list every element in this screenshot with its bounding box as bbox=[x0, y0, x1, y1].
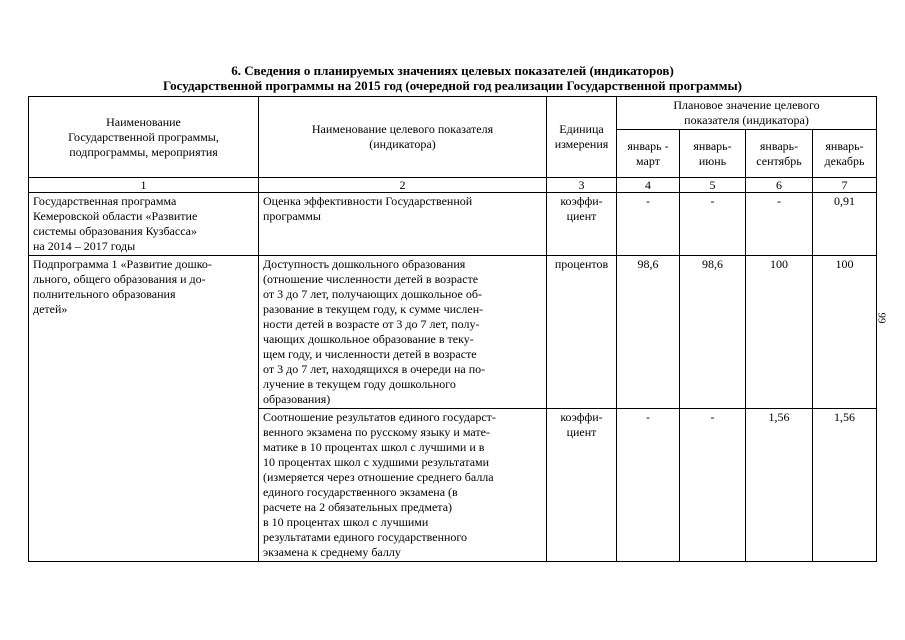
value-q1-cell: - bbox=[617, 409, 680, 562]
table-row bbox=[29, 193, 877, 256]
col-header-program-name: Наименование Государственной программы, подпрограммы, мероприятия bbox=[29, 97, 259, 178]
table-row bbox=[29, 256, 877, 409]
value-q3-cell: 100 bbox=[746, 256, 813, 409]
column-number: 6 bbox=[746, 178, 813, 193]
column-number: 4 bbox=[617, 178, 680, 193]
value-q1-cell: 98,6 bbox=[617, 256, 680, 409]
value-q2-cell: 98,6 bbox=[680, 256, 746, 409]
column-number: 5 bbox=[680, 178, 746, 193]
col-header-unit: Единица измерения bbox=[547, 97, 617, 178]
subprogram-name-cell: Подпрограмма 1 «Развитие дошко- льного, общего образования и до- полнительного образования детей» bbox=[29, 256, 259, 562]
col-header-period-q2: январь- июнь bbox=[680, 130, 746, 178]
section-title-line1: 6. Сведения о планируемых значениях целевых показателей (индикаторов) bbox=[231, 63, 674, 78]
col-header-period-q1: январь - март bbox=[617, 130, 680, 178]
value-q3-cell: - bbox=[746, 193, 813, 256]
page-number: 99 bbox=[875, 312, 888, 324]
indicator-name-cell: Доступность дошкольного образования (отношение численности детей в возрасте от 3 до 7 лет, получающих дошкольное об- разование в текущем году, к сумме числен- ности детей в возрасте от 3 до 7 лет, полу- чающих дошкольное образование в теку- щем году, и численности детей в возрасте от 3 до 7 лет, находящихся в очереди на по- лучение в текущем году дошкольного образования) bbox=[259, 256, 547, 409]
col-header-indicator-name: Наименование целевого показателя (индикатора) bbox=[259, 97, 547, 178]
col-header-period-q3: январь- сентябрь bbox=[746, 130, 813, 178]
column-number: 2 bbox=[259, 178, 547, 193]
value-q1-cell: - bbox=[617, 193, 680, 256]
value-q4-cell: 100 bbox=[813, 256, 877, 409]
indicator-name-cell: Оценка эффективности Государственной программы bbox=[259, 193, 547, 256]
value-q4-cell: 1,56 bbox=[813, 409, 877, 562]
column-number: 1 bbox=[29, 178, 259, 193]
header-row-1 bbox=[29, 97, 877, 130]
value-q2-cell: - bbox=[680, 193, 746, 256]
unit-cell: процентов bbox=[547, 256, 617, 409]
column-number: 3 bbox=[547, 178, 617, 193]
value-q3-cell: 1,56 bbox=[746, 409, 813, 562]
value-q4-cell: 0,91 bbox=[813, 193, 877, 256]
indicators-table bbox=[28, 96, 877, 562]
column-number-row bbox=[29, 178, 877, 193]
indicator-name-cell: Соотношение результатов единого государст- венного экзамена по русскому языку и мате- матике в 10 процентах школ с лучшими и в 10 процентах школ с худшими результатами (измеряется через отношение среднего балла единого государственного экзамена (в расчете на 2 обязательных предмета) в 10 процентах школ с лучшими результатами единого государственного экзамена к среднему баллу bbox=[259, 409, 547, 562]
unit-cell: коэффи- циент bbox=[547, 409, 617, 562]
section-title-line2: Государственной программы на 2015 год (очередной год реализации Государственной программы) bbox=[163, 78, 742, 93]
col-header-period-q4: январь- декабрь bbox=[813, 130, 877, 178]
unit-cell: коэффи- циент bbox=[547, 193, 617, 256]
value-q2-cell: - bbox=[680, 409, 746, 562]
column-number: 7 bbox=[813, 178, 877, 193]
program-name-cell: Государственная программа Кемеровской области «Развитие системы образования Кузбасса» на 2014 – 2017 годы bbox=[29, 193, 259, 256]
col-header-plan-value: Плановое значение целевого показателя (индикатора) bbox=[617, 97, 877, 130]
